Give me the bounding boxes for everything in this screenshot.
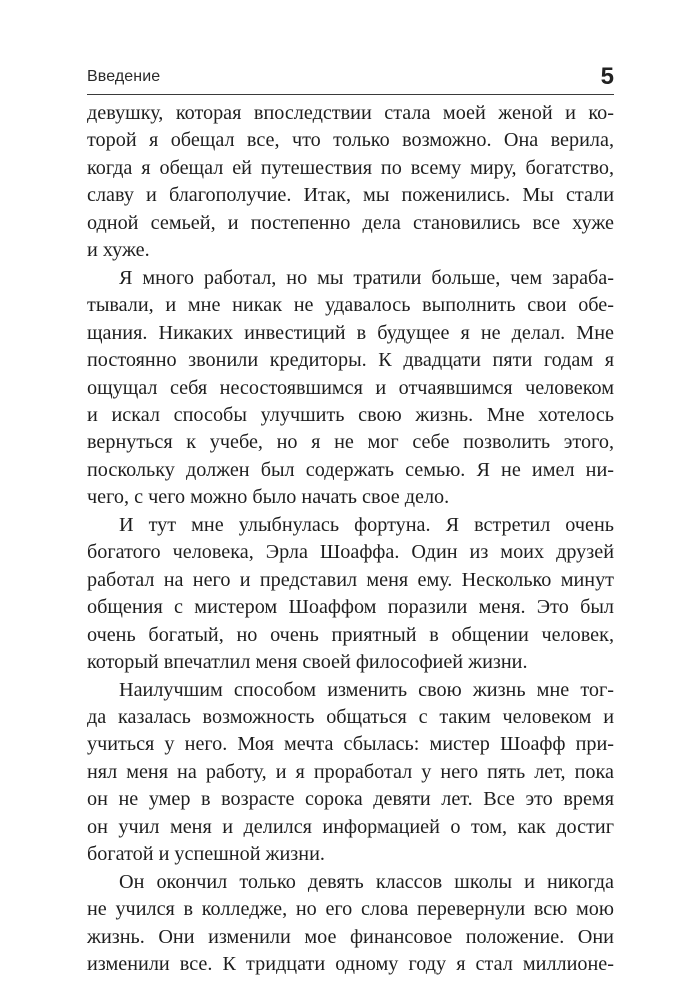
text-line: он учил меня и делился информацией о том, как достиг [87, 815, 614, 838]
text-line: не учился в колледже, но его слова перевернули всю мою [87, 898, 614, 921]
text-line: ощущал себя несостоявшимся и отчаявшимся человеком [87, 376, 614, 399]
text-line: тывали, и мне никак не удавалось выполнить свои обе- [87, 294, 614, 317]
text-line: изменили все. К тридцати одному году я стал миллионе- [87, 953, 614, 976]
body-text [87, 100, 614, 979]
paragraph [87, 869, 614, 979]
paragraph [87, 512, 614, 677]
text-line: работал на него и представил меня ему. Несколько минут [87, 568, 614, 591]
text-line: поскольку должен был содержать семью. Я не имел ни- [87, 458, 614, 481]
text-line: чего, с чего можно было начать свое дело. [87, 486, 450, 509]
text-line: учиться у него. Моя мечта сбылась: мистер Шоафф при- [87, 733, 614, 756]
text-line: щания. Никаких инвестиций в будущее я не делал. Мне [87, 321, 614, 344]
text-line: жизнь. Они изменили мое финансовое положение. Они [87, 925, 614, 948]
text-line: Наилучшим способом изменить свою жизнь мне тог- [119, 678, 614, 701]
text-line: он не умер в возрасте сорока девяти лет. Все это время [87, 788, 614, 811]
paragraph [87, 677, 614, 869]
text-line: девушку, которая впоследствии стала моей женой и ко- [87, 102, 614, 124]
text-line: одной семьей, и постепенно дела становились все хуже [87, 211, 614, 234]
text-line: торой я обещал все, что только возможно. Она верила, [87, 129, 614, 152]
chapter-title: Введение [87, 68, 161, 85]
text-line: Я много работал, но мы тратили больше, чем зараба- [119, 266, 614, 289]
text-line: постоянно звонили кредиторы. К двадцати пяти годам я [87, 349, 614, 372]
text-line: Он окончил только девять классов школы и никогда [119, 870, 614, 893]
text-line: нял меня на работу, и я проработал у него пять лет, пока [87, 760, 614, 783]
text-line: славу и благополучие. Итак, мы поженились. Мы стали [87, 184, 614, 207]
text-line: общения с мистером Шоаффом поразили меня. Это был [87, 596, 614, 619]
text-line: богатой и успешной жизни. [87, 843, 325, 866]
text-line: И тут мне улыбнулась фортуна. Я встретил очень [119, 513, 614, 536]
text-line: да казалась возможность общаться с таким человеком и [87, 705, 614, 728]
page-number: 5 [600, 63, 614, 90]
text-line: богатого человека, Эрла Шоаффа. Один из моих друзей [87, 541, 614, 564]
text-line: когда я обещал ей путешествия по всему миру, богатство, [87, 156, 614, 179]
text-line: и хуже. [87, 239, 150, 262]
text-line: вернуться к учебе, но я не мог себе позволить этого, [87, 431, 614, 454]
text-line: и искал способы улучшить свою жизнь. Мне хотелось [87, 403, 614, 426]
paragraph [87, 100, 614, 265]
paragraph [87, 265, 614, 512]
text-line: который впечатлил меня своей философией жизни. [87, 651, 528, 674]
text-line: очень богатый, но очень приятный в общении человек, [87, 623, 614, 646]
running-header [87, 63, 614, 90]
header-divider [87, 94, 614, 95]
